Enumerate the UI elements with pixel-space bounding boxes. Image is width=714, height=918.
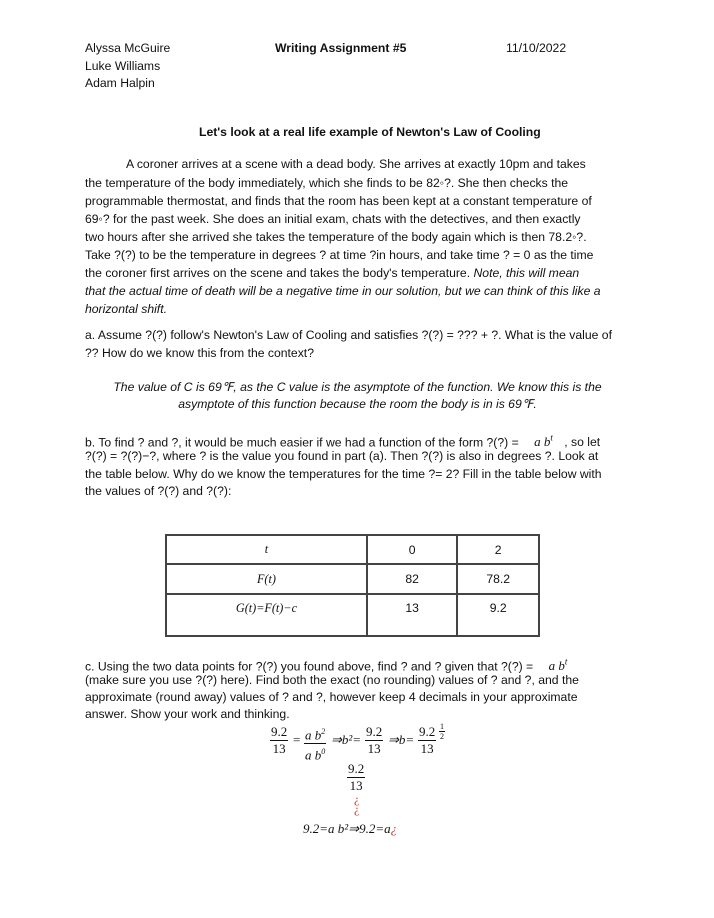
intro-line-5: two hours after she arrived she takes the temperature of the body again which is then 78.2◦?. xyxy=(85,230,587,244)
work-fraction-2-num: a b xyxy=(305,727,322,743)
table-cell-f-2: 78.2 xyxy=(457,564,539,594)
part-b-line-1-text: b. To find ? and ?, it would be much easier if we had a function of the form ?(?) = xyxy=(85,435,519,450)
work-last-line xyxy=(303,821,397,837)
work-last-mark: ¿ xyxy=(390,821,398,836)
values-table xyxy=(165,534,540,637)
part-b-formula-exponent: t xyxy=(550,433,553,443)
document-title: Writing Assignment #5 xyxy=(275,41,407,55)
intro-line-3: programmable thermostat, and finds that the room has been kept at a constant temperature of xyxy=(85,194,592,208)
part-a-line-1: a. Assume ?(?) follow's Newton's Law of Cooling and satisfies ?(?) = ??? + ?. What is the value of xyxy=(85,328,612,342)
part-c-formula-exponent: t xyxy=(564,657,568,667)
part-b-line-1-end: , so let xyxy=(564,435,601,450)
work-mark-2: ¿ xyxy=(354,802,360,816)
table-cell-g-2: 9.2 xyxy=(457,594,539,636)
part-b-line-3: the table below. Why do we know the temperatures for the time ?= 2? Fill in the table below with xyxy=(85,467,602,481)
work-equals-1: = xyxy=(293,732,301,747)
table-header-2: 2 xyxy=(457,535,539,564)
work-fraction-2-den: a b xyxy=(305,747,322,763)
part-c-line-3: approximate (round away) values of ? and ?, however keep 4 decimals in your approximate xyxy=(85,690,578,704)
intro-line-7 xyxy=(85,265,579,282)
part-a-line-2: ?? How do we know this from the context? xyxy=(85,346,314,360)
work-fraction-4 xyxy=(418,724,436,757)
document-date: 11/10/2022 xyxy=(506,41,567,55)
part-c-line-2: (make sure you use ?(?) here). Find both the exact (no rounding) values of ? and ?, and the xyxy=(85,673,579,687)
work-fraction-1 xyxy=(270,724,288,757)
part-c-line-1-text: c. Using the two data points for ?(?) you found above, find ? and ? given that ?(?) = xyxy=(85,659,534,674)
work-fraction-1-num: 9.2 xyxy=(271,724,288,739)
work-fraction-2 xyxy=(304,724,326,764)
intro-line-6: Take ?(?) to be the temperature in degrees ? at time ?in hours, and take time ? = 0 as the time xyxy=(85,248,594,262)
section-heading: Let's look at a real life example of Newton's Law of Cooling xyxy=(199,125,541,139)
author-name-2: Luke Williams xyxy=(85,59,161,73)
work-mark-1: ¿ xyxy=(354,792,360,806)
work-fraction-5 xyxy=(347,761,365,794)
intro-note-line-1: that the actual time of death will be a negative time in our solution, but we can think of this like a xyxy=(85,284,601,298)
author-name-1: Alyssa McGuire xyxy=(85,41,171,55)
author-name-3: Adam Halpin xyxy=(85,76,155,90)
work-step-1: ⇒b²= xyxy=(331,732,362,747)
work-last-line-text: 9.2=a b²⇒9.2=a xyxy=(303,821,391,836)
intro-line-2: the temperature of the body immediately, which she finds to be 82◦?. She then checks the xyxy=(85,176,569,190)
work-fraction-5-den: 13 xyxy=(349,778,363,793)
part-a-answer-line-2: asymptote of this function because the room the body is in is 69℉. xyxy=(178,397,537,411)
work-fraction-3 xyxy=(365,724,383,757)
table-cell-g-0: 13 xyxy=(367,594,457,636)
intro-note-line-2: horizontal shift. xyxy=(85,302,167,316)
table-cell-f-0: 82 xyxy=(367,564,457,594)
part-a-answer-line-1: The value of C is 69℉, as the C value is the asymptote of the function. We know this is the xyxy=(113,380,602,394)
intro-line-1: A coroner arrives at a scene with a dead body. She arrives at exactly 10pm and takes xyxy=(126,157,586,171)
part-b-line-4: the values of ?(?) and ?(?): xyxy=(85,484,232,498)
work-fraction-3-den: 13 xyxy=(367,741,381,756)
table-row-label-g: G(t)=F(t)−c xyxy=(166,594,367,636)
work-fraction-4-num: 9.2 xyxy=(419,724,436,739)
intro-note-start: Note, this will mean xyxy=(473,266,580,280)
work-fraction-2-den-exp: 0 xyxy=(321,747,326,757)
part-c-formula-base: a b xyxy=(548,658,565,674)
work-step-2: ⇒b= xyxy=(388,732,415,747)
work-fraction-2-num-exp: 2 xyxy=(321,727,326,736)
part-b-formula-base: a b xyxy=(534,434,551,450)
intro-line-7-text: the coroner first arrives on the scene and takes the body's temperature. xyxy=(85,266,471,280)
table-row xyxy=(166,564,539,594)
work-fraction-3-num: 9.2 xyxy=(366,724,383,739)
work-exponent-fraction xyxy=(439,722,445,741)
work-fraction-5-num: 9.2 xyxy=(348,761,365,776)
part-b-line-2: ?(?) = ?(?)−?, where ? is the value you found in part (a). Then ?(?) is also in degrees ?. Look at xyxy=(85,449,599,463)
work-exponent-den: 2 xyxy=(440,732,444,741)
table-header-row xyxy=(166,535,539,564)
table-header-t: t xyxy=(166,535,367,564)
table-header-0: 0 xyxy=(367,535,457,564)
work-exponent-num: 1 xyxy=(440,722,444,731)
part-c-line-4: answer. Show your work and thinking. xyxy=(85,707,290,721)
table-row xyxy=(166,594,539,636)
intro-line-4: 69◦? for the past week. She does an initial exam, chats with the detectives, and then exactly xyxy=(85,212,581,226)
table-row-label-f: F(t) xyxy=(166,564,367,594)
work-fraction-4-den: 13 xyxy=(420,741,434,756)
work-fraction-1-den: 13 xyxy=(272,741,286,756)
